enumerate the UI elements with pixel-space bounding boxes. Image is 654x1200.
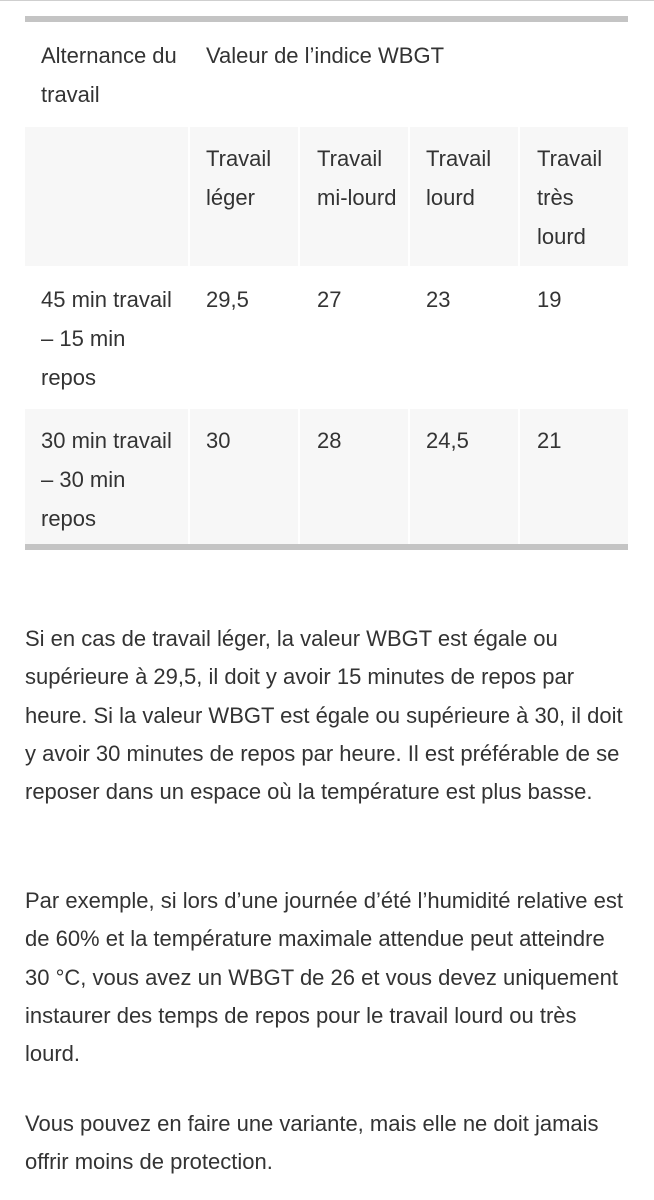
table-bottom-rule bbox=[25, 544, 628, 550]
paragraph-variant: Vous pouvez en faire une variante, mais elle ne doit jamais offrir moins de protection. bbox=[25, 1111, 599, 1175]
subheader-travail-leger: Travail léger bbox=[206, 146, 272, 210]
row-label: 30 min travail – 30 min repos bbox=[41, 428, 172, 531]
paragraph-example: Par exemple, si lors d’une journée d’été l’humidité relative est de 60% et la température maximale attendue peut atteindre 30 °C, vous avez un WBGT de 26 et vous devez uniquement instaurer des temps de repos pour le travail lourd ou très lourd. bbox=[25, 888, 623, 1067]
row-value: 30 bbox=[206, 428, 231, 453]
top-divider bbox=[0, 0, 654, 1]
row-value: 21 bbox=[537, 428, 562, 453]
row-value: 27 bbox=[317, 287, 342, 312]
row-label: 45 min travail – 15 min repos bbox=[41, 287, 172, 390]
paragraph-rest-rules: Si en cas de travail léger, la valeur WBGT est égale ou supérieure à 29,5, il doit y avoir 15 minutes de repos par heure. Si la valeur WBGT est égale ou supérieure à 30, il doit y avoir 30 minutes de repos par heure. Il est préférable de se reposer dans un espace où la température est plus basse. bbox=[25, 626, 623, 805]
row-value: 19 bbox=[537, 287, 562, 312]
subheader-travail-tres-lourd: Travail très lourd bbox=[537, 146, 603, 249]
subheader-travail-mi-lourd: Travail mi-lourd bbox=[317, 146, 397, 210]
row-value: 24,5 bbox=[426, 428, 469, 453]
header-wbgt: Valeur de l’indice WBGT bbox=[206, 43, 445, 68]
row-value: 23 bbox=[426, 287, 451, 312]
row-value: 29,5 bbox=[206, 287, 249, 312]
subheader-row-bg bbox=[25, 127, 188, 266]
row-value: 28 bbox=[317, 428, 342, 453]
header-alternance: Alternance du travail bbox=[41, 43, 177, 107]
table-top-rule bbox=[25, 16, 628, 22]
subheader-travail-lourd: Travail lourd bbox=[426, 146, 492, 210]
